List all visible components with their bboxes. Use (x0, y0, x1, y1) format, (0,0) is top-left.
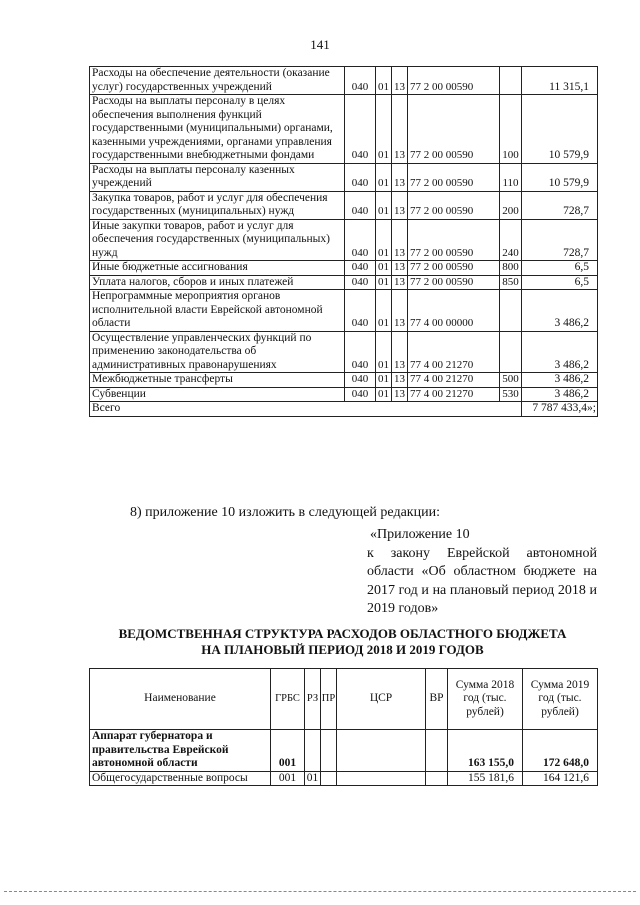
cell-pr: 13 (392, 373, 408, 388)
cell-sum: 6,5 (522, 261, 598, 276)
total-row (90, 402, 598, 417)
cell-name: Расходы на выплаты персоналу в целях обеспечения выполнения функций государственными (муниципальными) органами, казенными учреждениями, органами управления государственными внебюджетными фондами (90, 95, 345, 164)
header-grbs: ГРБС (271, 669, 305, 730)
header-rz: РЗ (305, 669, 321, 730)
cell-vr (426, 771, 448, 786)
cell-rz: 01 (376, 275, 392, 290)
cell-rz: 01 (376, 387, 392, 402)
cell-rz: 01 (305, 771, 321, 786)
cell-name: Аппарат губернатора и правительства Еврейской автономной области (90, 730, 271, 772)
cell-csr: 77 4 00 21270 (408, 373, 500, 388)
cell-rz: 01 (376, 67, 392, 95)
cell-pr: 13 (392, 275, 408, 290)
cell-sum: 3 486,2 (522, 331, 598, 373)
cell-vr: 800 (500, 261, 522, 276)
cell-grbs: 040 (345, 191, 376, 219)
cell-name: Закупка товаров, работ и услуг для обеспечения государственных (муниципальных) нужд (90, 191, 345, 219)
cell-pr: 13 (392, 219, 408, 261)
cell-name: Расходы на обеспечение деятельности (оказание услуг) государственных учреждений (90, 67, 345, 95)
cell-name: Иные закупки товаров, работ и услуг для обеспечения государственных (муниципальных) нужд (90, 219, 345, 261)
cell-pr: 13 (392, 95, 408, 164)
table-row (90, 373, 598, 388)
cell-vr: 100 (500, 95, 522, 164)
cell-name: Субвенции (90, 387, 345, 402)
cell-pr: 13 (392, 290, 408, 332)
cell-grbs: 040 (345, 219, 376, 261)
cell-pr: 13 (392, 191, 408, 219)
header-vr: ВР (426, 669, 448, 730)
cell-csr: 77 2 00 00590 (408, 191, 500, 219)
cell-csr: 77 2 00 00590 (408, 163, 500, 191)
cell-csr: 77 4 00 00000 (408, 290, 500, 332)
cell-grbs: 040 (345, 290, 376, 332)
heading-line-2: НА ПЛАНОВЫЙ ПЕРИОД 2018 И 2019 ГОДОВ (201, 642, 484, 657)
cell-sum2018: 163 155,0 (448, 730, 523, 772)
cell-rz: 01 (376, 331, 392, 373)
cell-csr: 77 2 00 00590 (408, 219, 500, 261)
cell-rz: 01 (376, 261, 392, 276)
heading-line-1: ВЕДОМСТВЕННАЯ СТРУКТУРА РАСХОДОВ ОБЛАСТНОГО БЮДЖЕТА (118, 626, 567, 641)
cell-csr (337, 730, 426, 772)
header-row (90, 669, 598, 730)
cell-vr: 200 (500, 191, 522, 219)
cell-sum2019: 172 648,0 (523, 730, 598, 772)
cell-vr: 530 (500, 387, 522, 402)
cell-sum: 11 315,1 (522, 67, 598, 95)
cell-sum: 3 486,2 (522, 387, 598, 402)
cell-vr: 850 (500, 275, 522, 290)
total-label: Всего (90, 402, 522, 417)
page-number: 141 (310, 37, 330, 52)
cell-grbs: 040 (345, 275, 376, 290)
cell-grbs: 040 (345, 261, 376, 276)
cell-sum: 10 579,9 (522, 163, 598, 191)
cell-grbs: 040 (345, 387, 376, 402)
cell-pr: 13 (392, 387, 408, 402)
cell-rz: 01 (376, 191, 392, 219)
cell-rz (305, 730, 321, 772)
table-row (90, 730, 598, 772)
cell-csr: 77 2 00 00590 (408, 261, 500, 276)
cell-sum: 6,5 (522, 275, 598, 290)
cell-csr (337, 771, 426, 786)
appendix-body: к закону Еврейской автономной области «Об областном бюджете на 2017 год и на плановый период 2018 и 2019 годов» (367, 545, 597, 617)
cell-vr: 500 (500, 373, 522, 388)
expenses-table (89, 66, 598, 417)
cell-sum: 3 486,2 (522, 290, 598, 332)
cell-vr (426, 730, 448, 772)
cell-sum: 728,7 (522, 219, 598, 261)
cell-grbs: 001 (271, 730, 305, 772)
cell-rz: 01 (376, 290, 392, 332)
header-pr: ПР (321, 669, 337, 730)
cell-rz: 01 (376, 95, 392, 164)
cell-name: Расходы на выплаты персоналу казенных учреждений (90, 163, 345, 191)
table-row (90, 67, 598, 95)
cell-csr: 77 4 00 21270 (408, 331, 500, 373)
cell-pr (321, 771, 337, 786)
header-sum-2018: Сумма 2018 год (тыс. рублей) (448, 669, 523, 730)
cell-vr (500, 290, 522, 332)
cell-rz: 01 (376, 163, 392, 191)
cell-sum2019: 164 121,6 (523, 771, 598, 786)
scan-edge-line (4, 891, 636, 892)
cell-pr: 13 (392, 331, 408, 373)
cell-rz: 01 (376, 373, 392, 388)
cell-vr (500, 67, 522, 95)
cell-grbs: 040 (345, 95, 376, 164)
cell-name: Непрограммные мероприятия органов исполнительной власти Еврейской автономной области (90, 290, 345, 332)
cell-pr (321, 730, 337, 772)
cell-sum2018: 155 181,6 (448, 771, 523, 786)
table-row (90, 95, 598, 164)
cell-vr: 240 (500, 219, 522, 261)
appendix-reference (367, 526, 597, 619)
cell-csr: 77 4 00 21270 (408, 387, 500, 402)
cell-csr: 77 2 00 00590 (408, 95, 500, 164)
section-heading (80, 626, 605, 658)
table-row (90, 261, 598, 276)
cell-grbs: 040 (345, 331, 376, 373)
table-row (90, 191, 598, 219)
header-csr: ЦСР (337, 669, 426, 730)
appendix-title: «Приложение 10 (370, 527, 470, 542)
table-row (90, 771, 598, 786)
cell-pr: 13 (392, 67, 408, 95)
total-value: 7 787 433,4»; (522, 402, 598, 417)
header-name: Наименование (90, 669, 271, 730)
table-row (90, 387, 598, 402)
cell-sum: 10 579,9 (522, 95, 598, 164)
cell-grbs: 040 (345, 163, 376, 191)
cell-csr: 77 2 00 00590 (408, 275, 500, 290)
cell-grbs: 040 (345, 67, 376, 95)
cell-name: Иные бюджетные ассигнования (90, 261, 345, 276)
cell-pr: 13 (392, 163, 408, 191)
amendment-text: 8) приложение 10 изложить в следующей редакции: (130, 505, 440, 520)
cell-vr: 110 (500, 163, 522, 191)
table-row (90, 290, 598, 332)
cell-name: Межбюджетные трансферты (90, 373, 345, 388)
cell-csr: 77 2 00 00590 (408, 67, 500, 95)
table-row (90, 331, 598, 373)
cell-name: Общегосударственные вопросы (90, 771, 271, 786)
cell-sum: 728,7 (522, 191, 598, 219)
cell-pr: 13 (392, 261, 408, 276)
cell-grbs: 040 (345, 373, 376, 388)
departmental-structure-table (89, 668, 598, 786)
table-row (90, 275, 598, 290)
cell-grbs: 001 (271, 771, 305, 786)
cell-name: Осуществление управленческих функций по применению законодательства об административных правонарушениях (90, 331, 345, 373)
header-sum-2019: Сумма 2019 год (тыс. рублей) (523, 669, 598, 730)
cell-rz: 01 (376, 219, 392, 261)
table-row (90, 163, 598, 191)
cell-vr (500, 331, 522, 373)
cell-name: Уплата налогов, сборов и иных платежей (90, 275, 345, 290)
cell-sum: 3 486,2 (522, 373, 598, 388)
table-row (90, 219, 598, 261)
